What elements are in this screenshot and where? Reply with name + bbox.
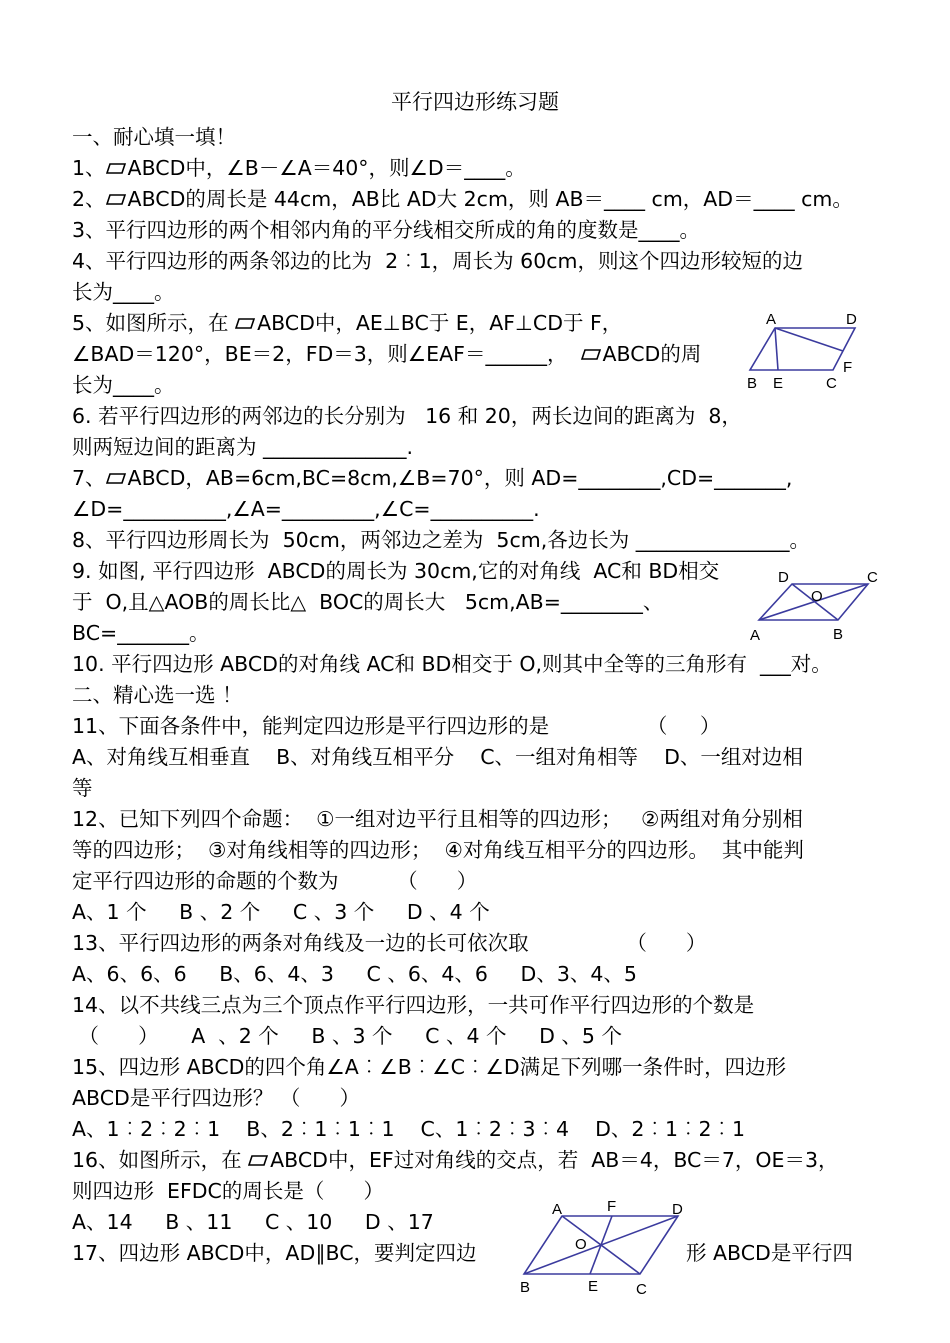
- question-14: 14、以不共线三点为三个顶点作平行四边形，一共可作平行四边形的个数是: [72, 993, 755, 1017]
- question-11-options-cont: 等: [72, 776, 93, 800]
- label-b: B: [747, 375, 758, 392]
- parallelogram-icon: [235, 318, 255, 329]
- question-15-options: A、1︰2︰2︰1 B、2︰1︰1︰1 C、1︰2︰3︰4 D、2︰1︰2︰1: [72, 1117, 746, 1141]
- label-b: B: [833, 626, 844, 643]
- question-13-options: A、6、6、6 B、6、4、3 C 、6、4、6 D、3、4、5: [72, 962, 637, 986]
- question-5: [72, 310, 622, 336]
- label-a: A: [750, 627, 761, 644]
- question-9-cont: 于 O,且△AOB的周长比△ BOC的周长大 5cm,AB=________、: [72, 590, 664, 614]
- parallelogram-icon: [581, 349, 601, 360]
- parallelogram-icon: [248, 1155, 268, 1166]
- question-11-options: A、对角线互相垂直 B、对角线互相平分 C、一组对角相等 D、一组对边相: [72, 745, 803, 769]
- figure-q5: [742, 308, 872, 394]
- parallelogram-icon: [106, 473, 126, 484]
- question-number: 7、: [72, 466, 106, 490]
- question-16: [72, 1147, 839, 1173]
- question-13: 13、平行四边形的两条对角线及一边的长可依次取 （ ）: [72, 931, 707, 955]
- question-3: 3、平行四边形的两个相邻内角的平分线相交所成的角的度数是____。: [72, 218, 701, 242]
- section-heading-fill: 一、耐心填一填！: [72, 125, 236, 149]
- question-16-cont: 则四边形 EFDC的周长是（ ）: [72, 1179, 384, 1203]
- question-4-cont: 长为____。: [72, 280, 175, 304]
- question-17-cont: 形 ABCD是平行四: [686, 1241, 853, 1265]
- label-f: F: [843, 359, 853, 376]
- question-14-options: （ ） A 、2 个 B 、3 个 C 、4 个 D 、5 个: [72, 1024, 622, 1048]
- question-17: 17、四边形 ABCD中，AD∥BC，要判定四边: [72, 1241, 477, 1265]
- question-7: [72, 465, 792, 491]
- label-f: F: [607, 1198, 617, 1215]
- label-a: A: [766, 311, 777, 328]
- label-e: E: [588, 1278, 599, 1295]
- label-d: D: [846, 311, 857, 328]
- question-12-cont: 等的四边形； ③对角线相等的四边形； ④对角线互相平分的四边形。 其中能判: [72, 838, 804, 862]
- question-12: 12、已知下列四个命题： ①一组对边平行且相等的四边形； ②两组对角分别相: [72, 807, 803, 831]
- label-o: O: [811, 588, 823, 605]
- question-1: [72, 155, 526, 181]
- label-c: C: [826, 375, 837, 392]
- label-e: E: [773, 375, 784, 392]
- question-5-cont: [72, 341, 701, 367]
- label-b: B: [520, 1279, 531, 1296]
- segment-ef: [590, 1216, 612, 1274]
- question-9-cont2: BC=_______。: [72, 621, 210, 645]
- question-11: 11、下面各条件中，能判定四边形是平行四边形的是 （ ）: [72, 714, 721, 738]
- label-d: D: [778, 569, 789, 586]
- label-c: C: [867, 569, 878, 586]
- question-15: 15、四边形 ABCD的四个角∠A︰∠B︰∠C︰∠D满足下列哪一条件时，四边形: [72, 1055, 787, 1079]
- question-text: ABCD中，∠B－∠A＝40°，则∠D＝____。: [127, 156, 526, 180]
- question-9: 9. 如图, 平行四边形 ABCD的周长为 30cm,它的对角线 AC和 BD相交: [72, 559, 720, 583]
- question-7-cont: ∠D=__________,∠A=_________,∠C=__________.: [72, 497, 540, 521]
- figure-q9: [742, 566, 882, 646]
- label-o: O: [575, 1236, 587, 1253]
- question-12-cont2: 定平行四边形的命题的个数为 （ ）: [72, 869, 478, 893]
- question-8: 8、平行四边形周长为 50cm，两邻边之差为 5cm,各边长为 _______________。: [72, 528, 810, 552]
- question-12-options: A、1 个 B 、2 个 C 、3 个 D 、4 个: [72, 900, 490, 924]
- question-text: 16、如图所示，在: [72, 1148, 242, 1172]
- label-a: A: [552, 1201, 563, 1218]
- question-text: ABCD，AB=6cm,BC=8cm,∠B=70°，则 AD=________,CD=_______,: [127, 466, 793, 490]
- section-heading-choice: 二、精心选一选 ！: [72, 683, 243, 707]
- question-16-options: A、14 B 、11 C 、10 D 、17: [72, 1210, 434, 1234]
- page-title: 平行四边形练习题: [391, 90, 559, 114]
- question-4: 4、平行四边形的两条邻边的比为 2︰1，周长为 60cm，则这个四边形较短的边: [72, 249, 804, 273]
- question-text: ABCD中，EF过对角线的交点，若 AB＝4，BC＝7，OE＝3，: [270, 1148, 839, 1172]
- question-text: ABCD的周: [602, 342, 702, 366]
- question-15-cont: ABCD是平行四边形？ （ ）: [72, 1086, 360, 1110]
- question-5-cont2: 长为____。: [72, 373, 175, 397]
- question-6-cont: 则两短边间的距离为 ______________.: [72, 435, 414, 459]
- question-10: 10. 平行四边形 ABCD的对角线 AC和 BD相交于 O,则其中全等的三角形有 ___对。: [72, 652, 832, 676]
- question-number: 2、: [72, 187, 106, 211]
- label-d: D: [672, 1201, 683, 1218]
- question-2: [72, 186, 853, 212]
- parallelogram-icon: [106, 194, 126, 205]
- question-text: ∠BAD＝120°，BE＝2，FD＝3，则∠EAF＝______，: [72, 342, 568, 366]
- segment-ae: [775, 328, 778, 370]
- question-text: 5、如图所示，在: [72, 311, 229, 335]
- parallelogram-icon: [106, 163, 126, 174]
- figure-q16: [512, 1196, 692, 1296]
- question-number: 1、: [72, 156, 106, 180]
- question-text: ABCD的周长是 44cm，AB比 AD大 2cm，则 AB＝____ cm，AD＝____ cm。: [127, 187, 853, 211]
- question-text: ABCD中，AE⊥BC于 E，AF⊥CD于 F，: [257, 311, 623, 335]
- segment-af: [775, 328, 843, 351]
- label-c: C: [636, 1281, 647, 1296]
- question-6: 6. 若平行四边形的两邻边的长分别为 16 和 20，两长边间的距离为 8，: [72, 404, 742, 428]
